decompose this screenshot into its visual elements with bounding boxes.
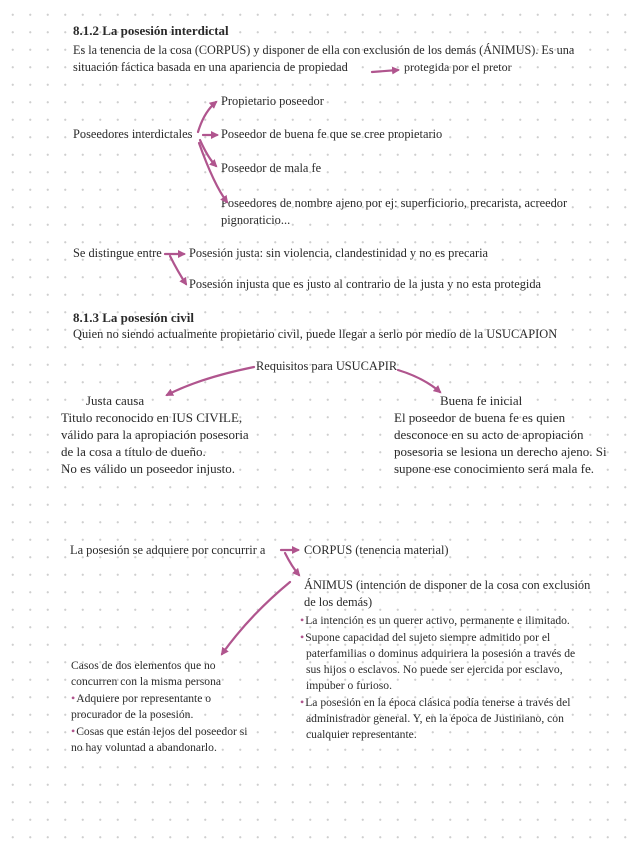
possessor-type: Poseedores de nombre ajeno por ej: superficiorio, precarista, acreedor (221, 196, 568, 210)
buena-fe-title: Buena fe inicial (440, 393, 523, 408)
cases-point-cont: procurador de la posesión. (71, 708, 194, 721)
arrow-icon (398, 370, 440, 392)
arrow-icon (372, 70, 398, 72)
bullet-icon: • (300, 613, 305, 627)
cases-point: •Cosas que están lejos del poseedor si (71, 724, 248, 738)
corpus-label: CORPUS (tenencia material) (304, 543, 449, 557)
buena-fe-line: supone ese conocimiento será mala fe. (394, 461, 594, 476)
possessor-type-continuation: pignoraticio... (221, 213, 291, 227)
justa-causa-line: No es válido un poseedor injusto. (61, 461, 236, 476)
bullet-icon: • (71, 724, 76, 738)
arrow-icon (167, 367, 254, 395)
bullet-icon: • (300, 695, 305, 709)
animus-point-cont: paterfamilias o dominus adquiriera la posesión a través de (306, 647, 576, 660)
cases-line: concurren con la misma persona (71, 675, 222, 688)
buena-fe-line: desconoce en su acto de apropiación (394, 427, 584, 442)
animus-point: •La posesión en la época clásica podía tenerse a través del (300, 695, 571, 709)
arrow-icon (222, 582, 290, 654)
justa-causa-line: Titulo reconocido en IUS CIVILE, (61, 410, 243, 425)
bullet-icon: • (71, 691, 76, 705)
arrow-icon (199, 143, 227, 202)
justa-causa-line: de la cosa a título de dueño. (61, 444, 206, 459)
cases-point-cont: no hay voluntad a abandonarlo. (71, 741, 217, 754)
animus-line: ÁNIMUS (intención de disponer de la cosa con exclusión (304, 578, 591, 592)
animus-point: •La intención es un querer activo, permanente e ilimitado. (300, 613, 570, 627)
section-1-intro-line-1: Es la tenencia de la cosa (CORPUS) y disponer de ella con exclusión de los demás (ÁNIMUS). Es una (73, 43, 575, 57)
animus-point-cont: impuber o furioso. (306, 679, 392, 692)
justa-causa-line: válido para la apropiación posesoria (61, 427, 249, 442)
possessor-type: Poseedor de mala fe (221, 161, 322, 175)
requirements-label: Requisitos para USUCAPIR (256, 359, 398, 373)
possessor-type: Poseedor de buena fe que se cree propietario (221, 127, 443, 141)
buena-fe-line: El poseedor de buena fe es quien (394, 410, 566, 425)
arrow-icon (198, 102, 216, 132)
acquire-label: La posesión se adquiere por concurrir a (70, 543, 266, 557)
cases-point: •Adquiere por representante o (71, 691, 212, 705)
possessor-type: Propietario poseedor (221, 94, 324, 108)
buena-fe-line: posesoria se lesiona un derecho ajeno. Si (394, 444, 607, 459)
animus-point-cont: cualquier representante. (306, 728, 417, 741)
protected-by-praetor: protegida por el pretor (404, 60, 512, 74)
cases-line: Casos de dos elementos que no (71, 659, 216, 672)
possessors-label: Poseedores interdictales (73, 127, 193, 141)
section-1-intro-line-2: situación fáctica basada en una apariencia de propiedad (73, 60, 348, 74)
distinction-label: Se distingue entre (73, 246, 162, 260)
animus-point: •Supone capacidad del sujeto siempre admitido por el (300, 630, 551, 644)
section-2-title: 8.1.3 La posesión civil (73, 310, 194, 325)
arrow-icon (170, 256, 186, 284)
section-2-intro: Quien no siendo actualmente propietario civil, puede llegar a serlo por medio de la USUCAPION (73, 327, 558, 341)
distinction-item: Posesión injusta que es justo al contrario de la justa y no esta protegida (189, 277, 542, 291)
distinction-item: Posesión justa: sin violencia, clandestinidad y no es precaria (189, 246, 489, 260)
animus-point-cont: administrador general. Y, en la época de Justiniano, con (306, 712, 564, 725)
animus-point-cont: sus hijos o esclavos. No puede ser ejercida por esclavo, (306, 663, 563, 676)
bullet-icon: • (300, 630, 305, 644)
section-1-title: 8.1.2 La posesión interdictal (73, 23, 229, 38)
justa-causa-title: Justa causa (86, 393, 145, 408)
arrow-icon (285, 553, 299, 575)
animus-line: de los demás) (304, 595, 373, 609)
